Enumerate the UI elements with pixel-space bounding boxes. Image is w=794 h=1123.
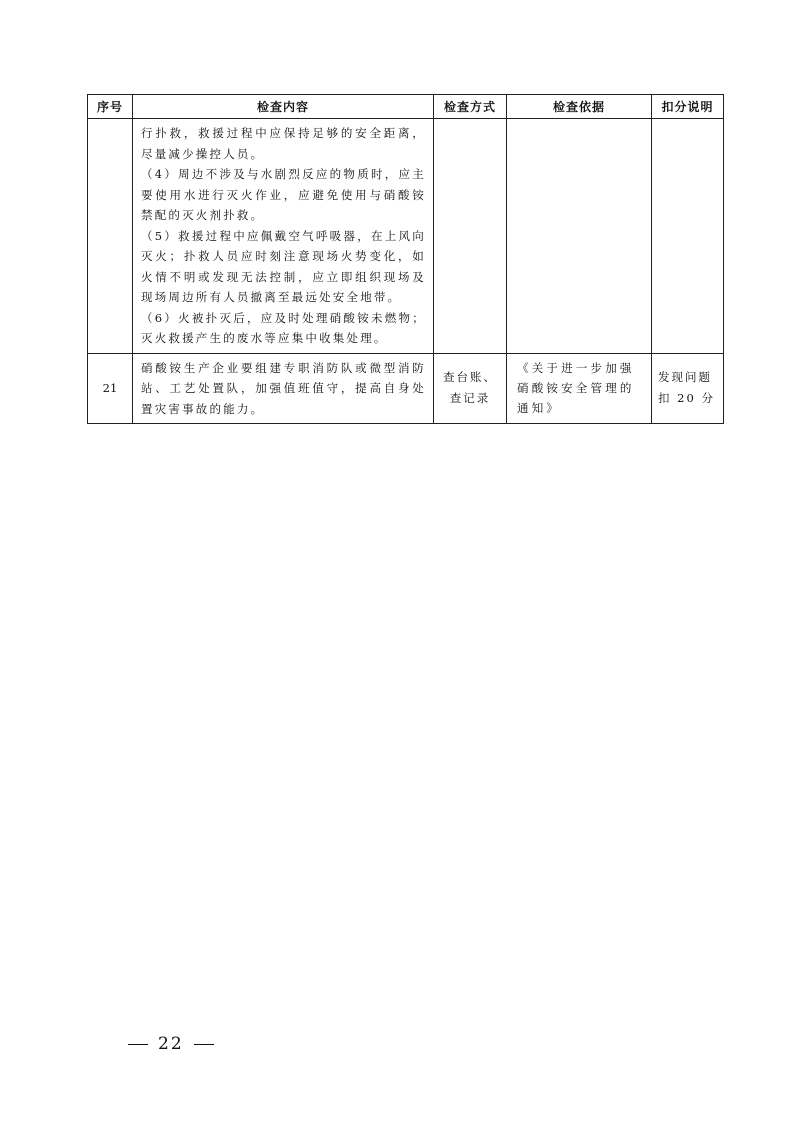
row-check-method bbox=[434, 119, 507, 354]
footer-dash-right bbox=[194, 1044, 214, 1045]
header-check-method: 检查方式 bbox=[434, 95, 507, 119]
inspection-table bbox=[87, 94, 724, 424]
header-serial-number: 序号 bbox=[88, 95, 133, 119]
row-deduction-note bbox=[652, 353, 724, 424]
table-row bbox=[88, 119, 724, 354]
content-paragraph: 硝酸铵生产企业要组建专职消防队或微型消防站、工艺处置队，加强值班值守，提高自身处置灾害事故的能力。 bbox=[141, 360, 426, 416]
row-check-content bbox=[133, 353, 434, 424]
header-check-content: 检查内容 bbox=[133, 95, 434, 119]
page-footer bbox=[118, 1034, 224, 1054]
table-row bbox=[88, 353, 724, 424]
content-paragraph: （6）火被扑灭后，应及时处理硝酸铵未燃物；灭火救援产生的废水等应集中收集处理。 bbox=[141, 310, 426, 345]
row-serial-number bbox=[88, 119, 133, 354]
row-serial-number: 21 bbox=[88, 353, 133, 424]
content-paragraph: 行扑救，救援过程中应保持足够的安全距离，尽量减少操控人员。 bbox=[141, 126, 426, 161]
check-basis-text: 《关于进一步加强硝酸铵安全管理的通知》 bbox=[517, 361, 635, 416]
header-check-basis: 检查依据 bbox=[507, 95, 652, 119]
row-deduction-note bbox=[652, 119, 724, 354]
content-paragraph: （5）救援过程中应佩戴空气呼吸器，在上风向灭火；扑救人员应时刻注意现场火势变化，如火情不明或发现无法控制，应立即组织现场及现场周边所有人员撤离至最远处安全地带。 bbox=[141, 228, 426, 304]
table-header-row bbox=[88, 95, 724, 119]
row-check-basis bbox=[507, 353, 652, 424]
row-check-basis bbox=[507, 119, 652, 354]
content-paragraph: （4）周边不涉及与水剧烈反应的物质时，应主要使用水进行灭火作业，应避免使用与硝酸铵禁配的灭火剂扑救。 bbox=[141, 167, 426, 222]
check-method-text: 查台账、查记录 bbox=[443, 370, 497, 406]
page-number: 22 bbox=[158, 1034, 184, 1054]
header-deduction-note: 扣分说明 bbox=[652, 95, 724, 119]
row-check-method bbox=[434, 353, 507, 424]
row-check-content bbox=[133, 119, 434, 354]
footer-dash-left bbox=[128, 1044, 148, 1045]
deduction-note-text: 发现问题扣 20 分 bbox=[658, 370, 715, 406]
